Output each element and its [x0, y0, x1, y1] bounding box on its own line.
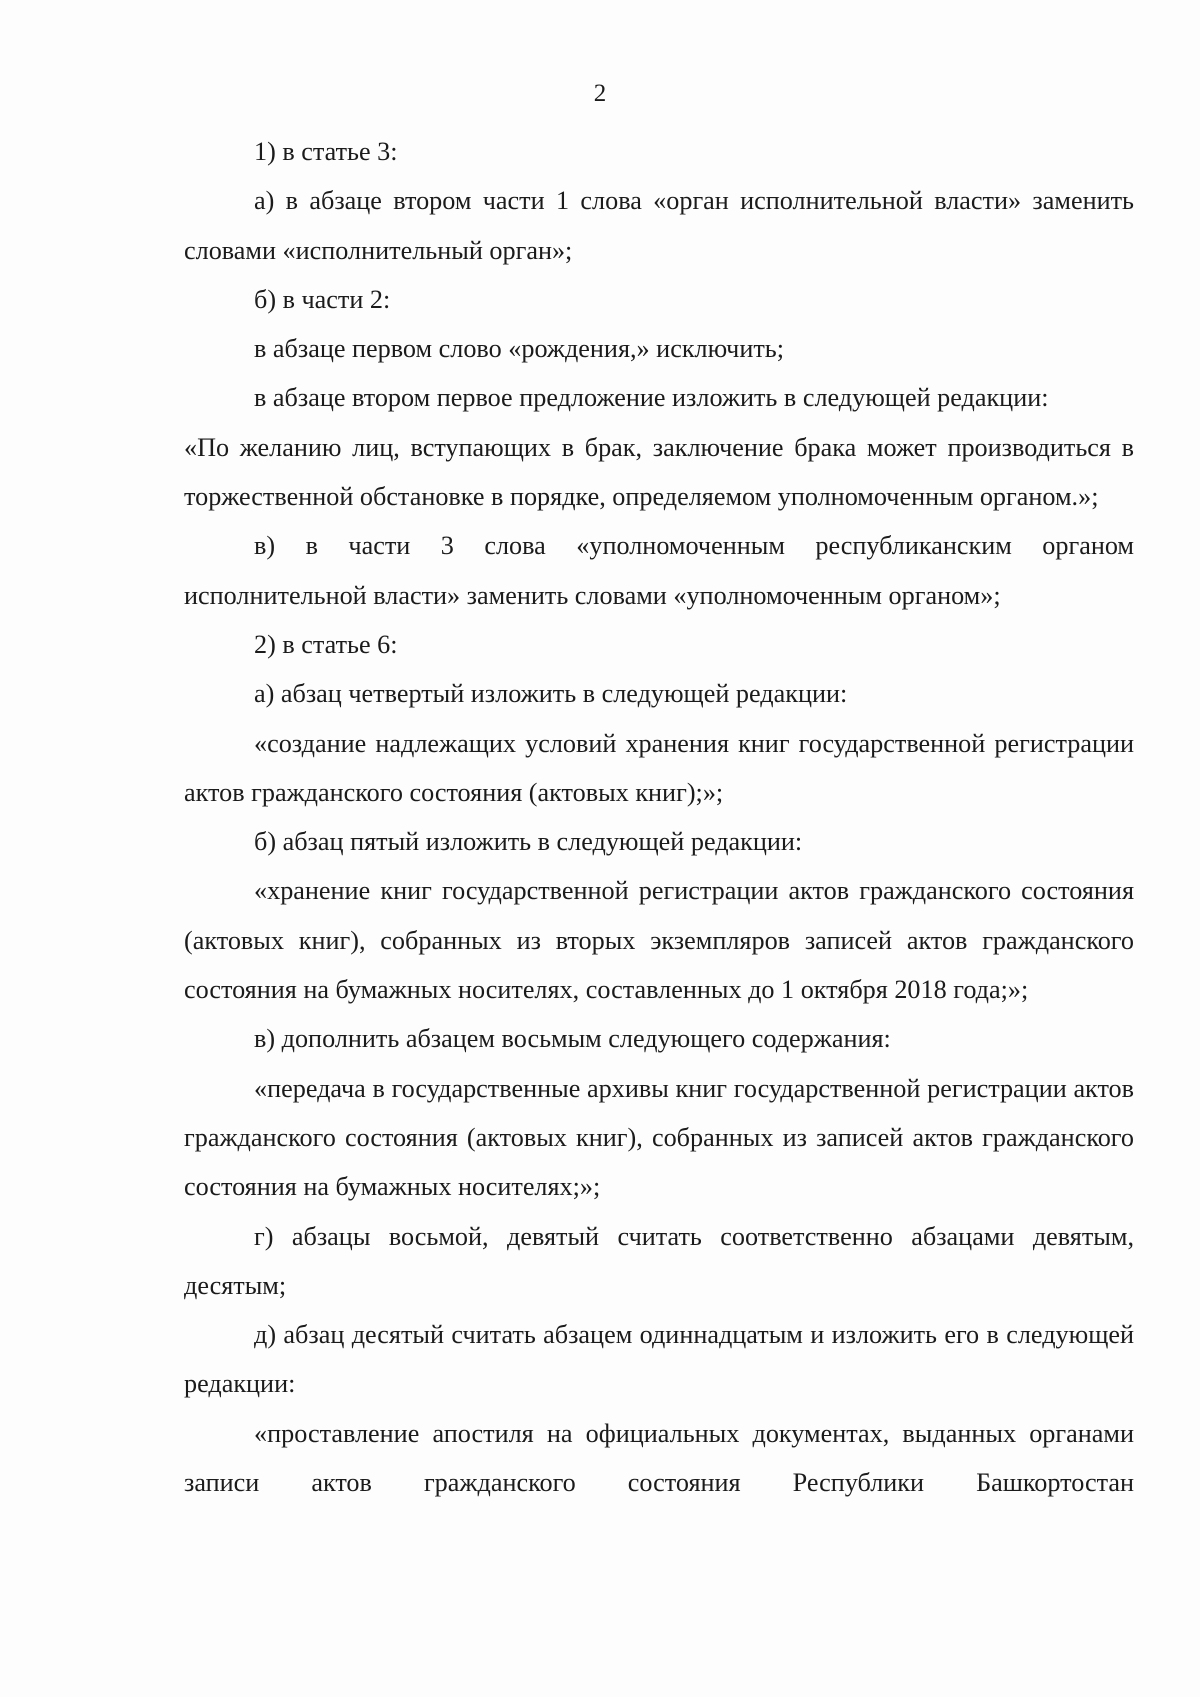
paragraph-item-1v: в) в части 3 слова «уполномоченным республиканским органом исполнительной власти» заменить словами «уполномоченным органом»;: [184, 531, 1134, 610]
paragraph-quote-transfer: «передача в государственные архивы книг государственной регистрации актов гражданского состояния (актовых книг), собранных из записей актов гражданского состояния на бумажных носителях;»;: [184, 1073, 1134, 1202]
paragraph-item-2d: д) абзац десятый считать абзацем одиннадцатым и изложить его в следующей редакции:: [184, 1320, 1134, 1399]
paragraph-item-1a: а) в абзаце втором части 1 слова «орган исполнительной власти» заменить словами «исполнительный орган»;: [184, 186, 1134, 265]
paragraph-quote-storage: «хранение книг государственной регистрации актов гражданского состояния (актовых книг), собранных из вторых экземпляров записей актов гражданского состояния на бумажных носителях, составленных до 1 октября 2018 года;»;: [184, 876, 1134, 1005]
paragraph-item-2v: в) дополнить абзацем восьмым следующего содержания:: [254, 1024, 891, 1054]
paragraph-quote-apostille: «проставление апостиля на официальных документах, выданных органами записи актов гражданского состояния Республики Башкортостан: [184, 1418, 1134, 1498]
paragraph-quote-storage-conditions: «создание надлежащих условий хранения книг государственной регистрации актов гражданского состояния (актовых книг);»;: [184, 728, 1134, 807]
paragraph-item-1b: б) в части 2:: [254, 284, 391, 314]
paragraph-item-2b: б) абзац пятый изложить в следующей редакции:: [254, 827, 803, 857]
page-number: 2: [593, 80, 607, 107]
paragraph-item-2a: а) абзац четвертый изложить в следующей редакции:: [254, 679, 848, 709]
paragraph-quote-marriage: «По желанию лиц, вступающих в брак, заключение брака может производиться в торжественной обстановке в порядке, определяемом уполномоченным органом.»;: [184, 432, 1134, 512]
document-body: [184, 127, 1134, 1507]
paragraph-first-abzac: в абзаце первом слово «рождения,» исключить;: [254, 334, 785, 364]
paragraph-item-2: 2) в статье 6:: [254, 629, 398, 659]
paragraph-item-2g: г) абзацы восьмой, девятый считать соответственно абзацами девятым, десятым;: [184, 1221, 1134, 1300]
paragraph-second-abzac: в абзаце втором первое предложение изложить в следующей редакции:: [254, 383, 1049, 413]
paragraph-item-1: 1) в статье 3:: [254, 137, 398, 166]
